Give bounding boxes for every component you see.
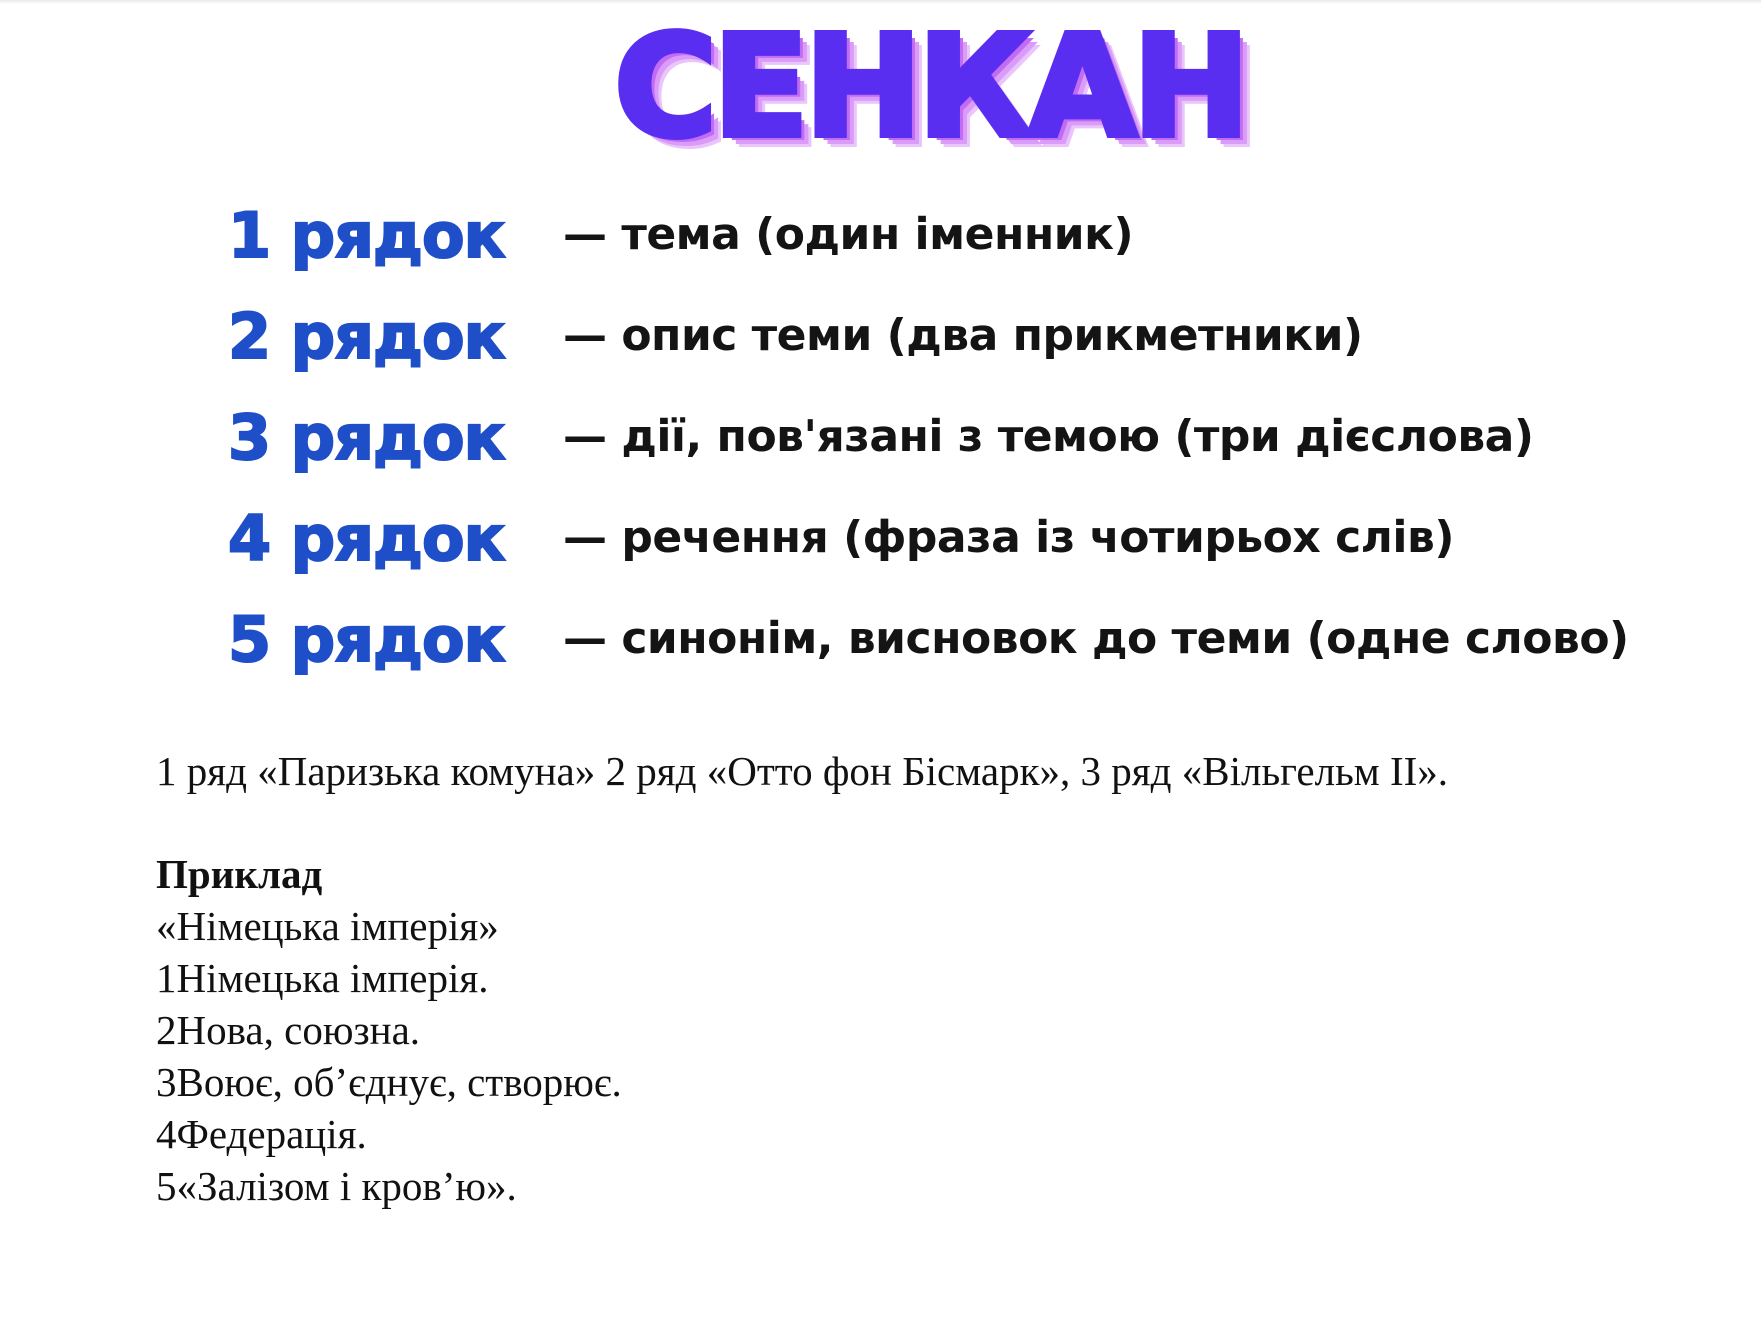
rule-description: — синонім, висновок до теми (одне слово) — [563, 613, 1629, 664]
example-line-2: 2Нова, союзна. — [156, 1007, 421, 1053]
page-title: СЕНКАН — [614, 5, 1246, 169]
rule-description: — тема (один іменник) — [563, 209, 1134, 260]
example-block — [156, 848, 622, 1212]
rule-row-4 — [228, 502, 1668, 609]
example-line-4: 4Федерація. — [156, 1111, 367, 1157]
rule-label: 4 рядок — [228, 502, 505, 575]
rule-label: 5 рядок — [228, 603, 505, 676]
rule-label: 1 рядок — [228, 199, 505, 272]
rules-list — [228, 199, 1668, 710]
example-topic: «Німецька імперія» — [156, 903, 499, 949]
assignment-text: 1 ряд «Паризька комуна» 2 ряд «Отто фон Бісмарк», 3 ряд «Вільгельм ІІ». — [156, 748, 1449, 794]
rule-description: — опис теми (два прикметники) — [563, 310, 1363, 361]
example-line-1: 1Німецька імперія. — [156, 955, 489, 1001]
rule-row-2 — [228, 300, 1668, 407]
rule-row-1 — [228, 199, 1668, 306]
rule-label: 3 рядок — [228, 401, 505, 474]
rule-label: 2 рядок — [228, 300, 505, 373]
example-line-5: 5«Залізом і кров’ю». — [156, 1163, 517, 1209]
rule-description: — речення (фраза із чотирьох слів) — [563, 512, 1454, 563]
rule-row-5 — [228, 603, 1668, 710]
example-line-3: 3Воює, об’єднує, створює. — [156, 1059, 622, 1105]
rule-row-3 — [228, 401, 1668, 508]
rule-description: — дії, пов'язані з темою (три дієслова) — [563, 411, 1534, 462]
example-heading: Приклад — [156, 851, 323, 897]
